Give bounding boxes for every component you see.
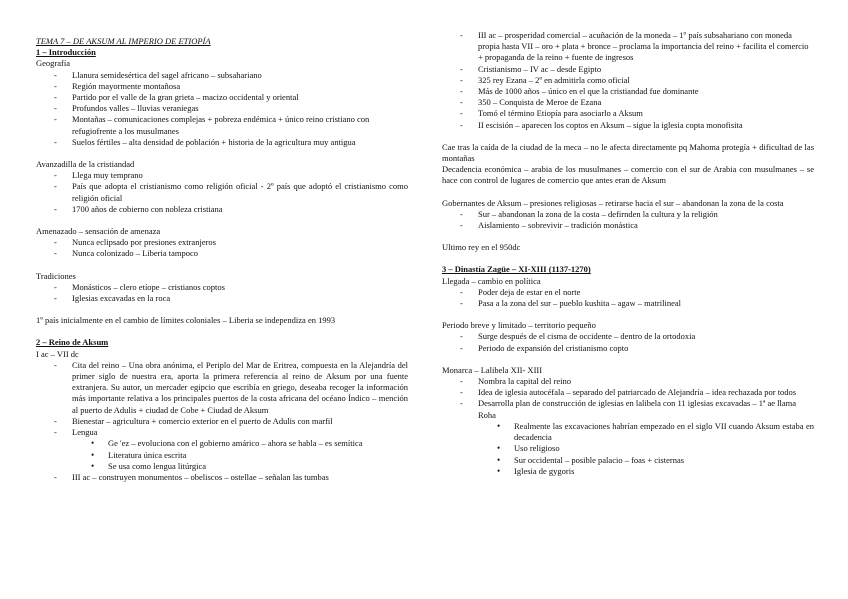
left-column	[36, 36, 408, 483]
list-item: - Profundos valles – lluvias veraniegas	[36, 103, 408, 114]
aksum-continued-list	[442, 30, 814, 131]
list-item: - Monásticos – clero etíope – cristianos coptos	[36, 282, 408, 293]
list-item: - Partido por el valle de la gran grieta – macizo occidental y oriental	[36, 92, 408, 103]
list-item: - Cita del reino – Una obra anónima, el Periplo del Mar de Eritrea, compuesta en la Alejandría del primer siglo de nuestra era, aporta la primera referencia al reino de Aksum por una fuente extranjera. Su autor, un mercader egipcio que escribía en griego, deseaba recoger la información más importante relativa a los principales puertos de la costa africana del océano Índico – mención al puerto de Adulis + ciudad de Cobe + Ciudad de Aksum	[36, 360, 408, 416]
ultimo-rey-line: Ultimo rey en el 950dc	[442, 242, 521, 253]
list-item: • Sur occidental – posible palacio – foas + cisternas	[442, 455, 814, 466]
monarca-list	[442, 376, 814, 421]
periodo-label: Periodo breve y limitado – territorio pequeño	[442, 320, 596, 331]
tradiciones-list	[36, 282, 408, 304]
list-item: • Iglesia de gygoris	[442, 466, 814, 477]
decadencia-line: Decadencia económica – arabia de los musulmanes – comercio con el sur de Arabia con musulmanes – se hace con control de lugares de comercio que antes eran de Aksum	[442, 164, 814, 186]
gobernantes-line: Gobernantes de Aksum – presiones religiosas – retirarse hacia el sur – abandonan la zona de la costa	[442, 197, 784, 208]
list-item: - Tomó el término Etiopía para asociarlo a Aksum	[442, 108, 814, 119]
list-item: - Surge después de el cisma de occidente – dentro de la ortodoxia	[442, 331, 814, 342]
geografia-list	[36, 70, 408, 148]
list-item: - Periodo de expansión del cristianismo copto	[442, 343, 814, 354]
list-item: - Poder deja de estar en el norte	[442, 287, 814, 298]
document-title: TEMA 7 – DE AKSUM AL IMPERIO DE ETIOPÍA	[36, 36, 211, 46]
list-item: - Iglesias excavadas en la roca	[36, 293, 408, 304]
section-heading-introduccion: 1 – Introducción	[36, 47, 96, 58]
list-item: - Pasa a la zona del sur – pueblo kushita – agaw – matrilineal	[442, 298, 814, 309]
list-item: - País que adopta el cristianismo como religión oficial - 2º país que adoptó el cristianismo como religión oficial	[36, 181, 408, 203]
amenazado-list	[36, 237, 408, 259]
list-item: • Se usa como lengua litúrgica	[36, 461, 408, 472]
periodo-list	[442, 331, 814, 353]
list-item: • Ge 'ez – evoluciona con el gobierno amárico – ahora se habla – es semítica	[36, 438, 408, 449]
list-item: - 325 rey Ezana – 2º en admitirla como oficial	[442, 75, 814, 86]
list-item: - Nunca colonizado – Liberia tampoco	[36, 248, 408, 259]
primer-pais-line: 1º país inicialmente en el cambio de límites coloniales – Liberia se independiza en 1993	[36, 315, 336, 326]
list-item: - II escisión – aparecen los coptos en Aksum – sigue la iglesia copta monofisita	[442, 120, 814, 131]
list-item: - 350 – Conquista de Meroe de Ezana	[442, 97, 814, 108]
list-item: - Nunca eclipsado por presiones extranjeros	[36, 237, 408, 248]
list-item: - Llanura semidesértica del sagel africano – subsahariano	[36, 70, 408, 81]
lengua-list	[36, 438, 408, 472]
amenazado-label: Amenazado – sensación de amenaza	[36, 226, 161, 237]
list-item: - Lengua	[36, 427, 408, 438]
list-item: - Llega muy temprano	[36, 170, 408, 181]
list-item: - Cristianismo – IV ac – desde Egipto	[442, 64, 814, 75]
list-item: • Uso religioso	[442, 443, 814, 454]
avanzadilla-list	[36, 170, 408, 215]
list-item: - 1700 años de cobierno con nobleza cristiana	[36, 204, 408, 215]
tradiciones-label: Tradiciones	[36, 270, 76, 281]
list-item: - Montañas – comunicaciones complejas + pobreza endémica + único reino cristiano con refugiofrente a los musulmanes	[36, 114, 408, 136]
llegada-list	[442, 287, 814, 309]
llegada-label: Llegada – cambio en política	[442, 275, 541, 286]
list-item: - Sur – abandonan la zona de la costa – defirnden la cultura y la religión	[442, 209, 814, 220]
aksum-list	[36, 360, 408, 438]
geografia-label: Geografía	[36, 58, 70, 69]
list-item: • Literatura única escrita	[36, 450, 408, 461]
list-item: - III ac – construyen monumentos – obeliscos – ostellae – señalan las tumbas	[36, 472, 408, 483]
list-item: - Suelos fértiles – alta densidad de población + historia de la agricultura muy antigua	[36, 137, 408, 148]
section-heading-aksum: 2 – Reino de Aksum	[36, 337, 109, 348]
list-item: - Idea de iglesia autocéfala – separado del patriarcado de Alejandría – idea rechazada por todos	[442, 387, 814, 398]
list-item: • Realmente las excavaciones habrían empezado en el siglo VII cuando Aksum estaba en decadencia	[442, 421, 814, 443]
list-item: - Región mayormente montañosa	[36, 81, 408, 92]
monarca-label: Monarca – Lalibela XII- XIII	[442, 364, 543, 375]
aksum-range: I ac – VII dc	[36, 348, 79, 359]
list-item: - Desarrolla plan de construcción de iglesias en lalibela con 11 iglesias excavadas – 1ª ae llama Roha	[442, 398, 814, 420]
section-heading-zague: 3 – Dinastía Zagüe – XI-XIII (1137-1270)	[442, 264, 591, 275]
list-item: - Bienestar – agricultura + comercio exterior en el puerto de Adulis con marfil	[36, 416, 408, 427]
list-item: - Aislamiento – sobrevivir – tradición monástica	[442, 220, 814, 231]
cae-line: Cae tras la caída de la ciudad de la meca – no le afecta directamente pq Mahoma protegía + dificultad de las montañas	[442, 141, 814, 164]
aksum-list-end	[36, 472, 408, 483]
gobernantes-list	[442, 209, 814, 231]
list-item: - Nombra la capital del reino	[442, 376, 814, 387]
list-item: - Más de 1000 años – único en el que la cristiandad fue dominante	[442, 86, 814, 97]
avanzadilla-label: Avanzadilla de la cristiandad	[36, 159, 135, 170]
list-item: - III ac – prosperidad comercial – acuñación de la moneda – 1º país subsahariano con moneda propia hasta VII – oro + plata + bronce – proclama la importancia del reino + facilita el comercio + propaganda de la reino + fuente de ingresos	[442, 30, 814, 64]
right-column	[442, 30, 814, 477]
plan-list	[442, 421, 814, 477]
